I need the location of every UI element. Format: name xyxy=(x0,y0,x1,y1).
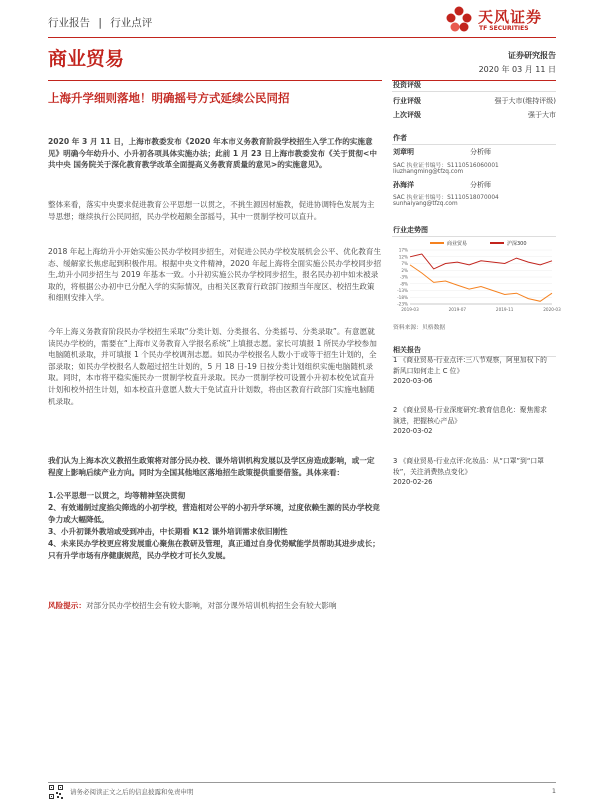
author-email[interactable]: sunhaiyang@tfzq.com xyxy=(393,201,458,207)
report-category xyxy=(48,15,152,30)
policy-paragraph: 2018 年起上海幼升小开始实施公民办学校同步招生，对促进公民办学校发展机会公平、优化教育生态、缓解家长焦虑起到积极作用。根据中央文件精神，2020 年起上海将全面实施公民办学校同步招生,幼升小同步招生与 2019 年基本一致。小升初实施公民办学校同步招生，报名民办初中如未被录取的，将根据公办初中已分配入学的实际情况，由相关区教育行政部门按照当年度区、校招生政策和细则安排入学。 xyxy=(48,247,382,303)
title-rule xyxy=(48,80,382,81)
rating-heading: 投资评级 xyxy=(393,81,421,89)
x-tick-label: 2019-11 xyxy=(495,307,514,312)
y-tick-label: 2% xyxy=(401,267,408,273)
company-logo xyxy=(444,4,556,36)
key-point: 4、未来民办学校更应将发展重心聚焦在教研及管理，真正通过自身优势赋能学员帮助其进步成长；只有升学市场有序健康规范，民办学校才可长久发展。 xyxy=(48,539,380,560)
intro-paragraph: 2020 年 3 月 11 日，上海市教委发布《2020 年本市义务教育阶段学校招生入学工作的实施意见》明确今年幼升小、小升初各项具体实施办法；此前 1 月 23 日上海市教委发布《关于贯彻<中共中央 国务院关于深化教育教学改革全面提高义务教育质量的意见>的实施意见》。 xyxy=(48,137,377,170)
trend-heading: 行业走势图 xyxy=(393,226,428,234)
report-type: 证券研究报告 xyxy=(508,51,556,60)
y-tick-label: 17% xyxy=(398,247,408,253)
y-tick-label: -13% xyxy=(397,288,408,293)
industry-title: 商业贸易 xyxy=(48,48,125,70)
enrollment-paragraph: 今年上海义务教育阶段民办学校招生采取“分类计划、分类报名、分类摇号、分类录取”。有意愿就读民办学校的，需要在“上海市义务教育入学报名系统”上填报志愿。家长可填报 1 所民办学校参加电脑随机录取，并可填报 1 个民办学校调剂志愿。如民办学校报名人数小于或等于招生计划的，全部录取；如民办学校报名人数超过招生计划的，5 月 18 日-19 日按分类计划组织实施电脑随机录取。同时，本市将平稳实施民办一贯制学校直升录取。民办一贯制学校可设置小升初本校免试直升计划和校外招生计划，如本校直升意愿人数大于免试直升计划数，将由区教育行政部门实施电脑随机录取。 xyxy=(48,327,377,406)
related-report-title[interactable]: 1 《商业贸易-行业点评:三八节观察，阿里加权下的新风口如何走上 C 位》 xyxy=(393,356,547,375)
subcategory-label: 行业点评 xyxy=(110,17,153,29)
view-paragraph: 我们认为上海本次义教招生政策将对部分民办校、课外培训机构发展以及学区房造成影响，或一定程度上影响后续产业方向。同时为全国其他地区落地招生政策提供重要借鉴。具体来看： xyxy=(48,456,375,477)
rating-value-current: 强于大市(维持评级) xyxy=(494,97,556,105)
y-tick-label: 7% xyxy=(401,261,408,266)
y-tick-label: -3% xyxy=(399,274,408,280)
author-name: 刘章明 xyxy=(393,148,414,156)
related-report[interactable] xyxy=(393,355,553,387)
risk-text: 对部分民办学校招生会有较大影响，对部分课外培训机构招生会有较大影响 xyxy=(85,601,337,610)
logo-mark-icon xyxy=(444,5,474,35)
authors-heading: 作者 xyxy=(393,134,407,142)
author-license: SAC 执业证书编号：S1110518070004 xyxy=(393,195,499,201)
related-heading: 相关报告 xyxy=(393,346,421,354)
page-number: 1 xyxy=(551,787,556,795)
summary-paragraph: 整体来看，落实中央要求促进教育公平思想一以贯之，不挑生源因材施教，促进协调特色发展为主导思想；继续执行公民同招，民办学校超额全部摇号，其中一贯制学校可以直升。 xyxy=(48,200,375,221)
related-report-date: 2020-03-02 xyxy=(393,427,433,435)
logo-english: TF SECURITIES xyxy=(479,25,529,32)
author-role: 分析师 xyxy=(470,181,491,189)
x-tick-label: 2020-03 xyxy=(543,307,561,312)
risk-warning xyxy=(48,600,382,612)
logo-name: 天风证券 xyxy=(478,8,543,26)
key-point: 2、有效遏制过度掐尖筛选的小初学校，营造相对公平的小初升学环境，过度依赖生源的民办学校竞争力或大幅降低。 xyxy=(48,503,380,524)
header-rule xyxy=(48,37,556,38)
category-separator: | xyxy=(98,17,102,29)
x-tick-label: 2019-07 xyxy=(448,307,467,312)
related-report-date: 2020-02-26 xyxy=(393,478,433,486)
related-report-title[interactable]: 3 《商业贸易-行业点评:化妆品：从“口罩”到“口罩妆”，关注消费热点变化》 xyxy=(393,457,544,476)
y-tick-label: -18% xyxy=(397,294,408,300)
author-email[interactable]: liuzhangming@tfzq.com xyxy=(393,169,464,175)
y-tick-label: 12% xyxy=(398,254,408,260)
key-point: 1.公平思想一以贯之，均等精神坚决贯彻 xyxy=(48,491,186,500)
series-line xyxy=(410,254,552,269)
related-report[interactable] xyxy=(393,456,553,488)
y-tick-label: -23% xyxy=(397,301,408,307)
risk-label: 风险提示： xyxy=(48,601,86,610)
footer-note: 请务必阅读正文之后的信息披露和免责申明 xyxy=(70,788,194,796)
author-license: SAC 执业证书编号：S1110516060001 xyxy=(393,163,499,169)
legend-label: 商业贸易 xyxy=(447,241,468,247)
report-title: 上海升学细则落地！明确摇号方式延续公民同招 xyxy=(48,91,290,105)
y-tick-label: -8% xyxy=(399,281,408,287)
related-report-date: 2020-03-06 xyxy=(393,377,433,385)
related-report[interactable] xyxy=(393,405,553,437)
x-tick-label: 2019-03 xyxy=(401,307,419,312)
report-date: 2020 年 03 月 11 日 xyxy=(478,65,556,74)
rating-heading-rule xyxy=(392,91,556,92)
related-report-title[interactable]: 2 《商业贸易-行业深度研究:教育信息化：聚焦需求演进，把握核心产品》 xyxy=(393,406,547,425)
qr-code-icon xyxy=(48,784,64,800)
category-label: 行业报告 xyxy=(48,17,90,29)
footer-rule xyxy=(48,782,556,783)
author-role: 分析师 xyxy=(470,148,491,156)
chart-source: 资料来源：贝格数据 xyxy=(393,325,446,331)
legend-label: 沪深300 xyxy=(507,241,527,247)
key-point: 3、小升初课外教培或受到冲击，中长期看 K12 课外培训需求依旧刚性 xyxy=(48,527,288,536)
rating-label-current: 行业评级 xyxy=(393,97,421,105)
authors-rule xyxy=(392,144,556,145)
trend-rule xyxy=(392,236,556,237)
rating-label-previous: 上次评级 xyxy=(393,111,421,119)
rating-value-previous: 强于大市 xyxy=(528,111,556,119)
author-name: 孙海洋 xyxy=(393,181,414,189)
trend-chart xyxy=(392,238,561,314)
